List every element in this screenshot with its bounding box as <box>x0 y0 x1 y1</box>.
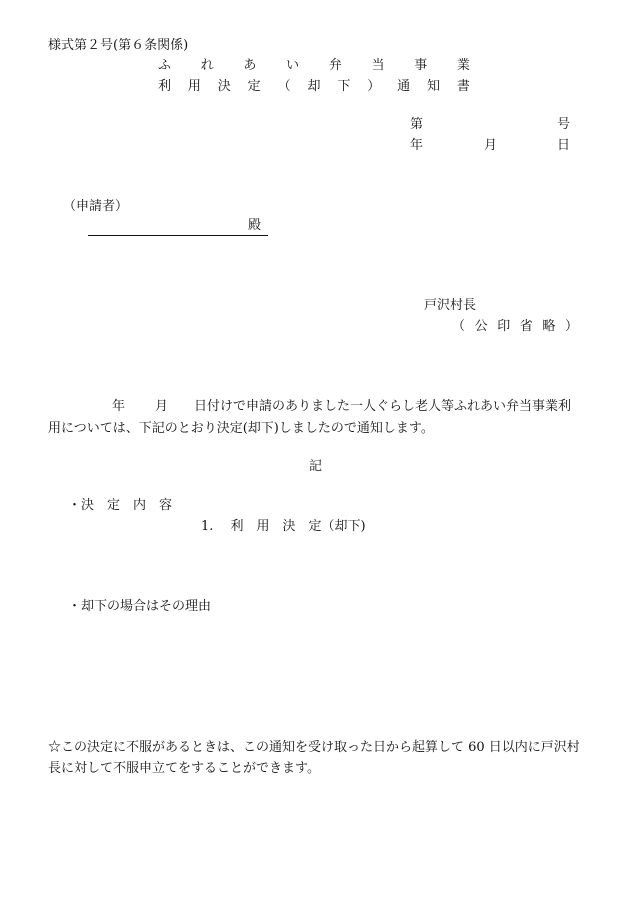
title-char: ふ <box>158 58 172 73</box>
applicant-honorific: 殿 <box>248 218 262 233</box>
title-char: 弁 <box>328 58 342 73</box>
title-char: 用 <box>187 79 201 94</box>
title-char: （ <box>277 79 291 94</box>
title-char: 通 <box>397 79 411 94</box>
seal-omitted <box>452 320 578 333</box>
notice-line-1: ☆この決定に不服があるときは、この通知を受け取った日から起算して 60 日以内に戸沢村 <box>48 740 580 755</box>
title-char: ） <box>367 79 381 94</box>
title-char: れ <box>200 58 214 73</box>
title-char: 知 <box>427 79 441 94</box>
date-month: 月 <box>484 138 498 153</box>
title-char: 書 <box>456 79 470 94</box>
date-year: 年 <box>410 138 424 153</box>
applicant-label: （申請者） <box>63 199 129 214</box>
body-year: 年 <box>112 399 126 414</box>
notice-line-2: 長に対して不服申立てをすることができます。 <box>48 761 320 776</box>
rejection-reason-heading: ・却下の場合はその理由 <box>68 599 212 614</box>
title-char: 当 <box>371 58 385 73</box>
title-char: 事 <box>414 58 428 73</box>
decision-item: 1. 利 用 決 定（却下) <box>201 519 366 534</box>
title-char: 定 <box>247 79 261 94</box>
form-header: 様式第２号(第６条関係) <box>48 38 189 53</box>
ki-heading: 記 <box>309 459 323 474</box>
decision-heading: ・決 定 内 容 <box>68 498 173 513</box>
issuer-name: 戸沢村長 <box>424 298 477 313</box>
title-char: い <box>286 58 300 73</box>
number-dai: 第 <box>410 117 424 132</box>
seal-char: 印 <box>497 319 511 334</box>
body-line-1: 日付けで申請のありました一人ぐらし老人等ふれあい弁当事業利 <box>194 399 572 414</box>
title-char: あ <box>243 58 257 73</box>
seal-char: （ <box>452 319 466 334</box>
seal-char: 公 <box>474 319 488 334</box>
title-line-2 <box>158 80 470 93</box>
title-char: 決 <box>217 79 231 94</box>
body-line-2: 用については、下記のとおり決定(却下)しましたので通知します。 <box>48 421 434 436</box>
title-char: 却 <box>307 79 321 94</box>
body-month: 月 <box>155 399 169 414</box>
number-go: 号 <box>557 117 571 132</box>
title-line-1 <box>158 59 470 72</box>
title-char: 利 <box>158 79 172 94</box>
applicant-name-line <box>88 235 268 236</box>
title-char: 下 <box>337 79 351 94</box>
title-char: 業 <box>456 58 470 73</box>
seal-char: 略 <box>542 319 556 334</box>
seal-char: ） <box>564 319 578 334</box>
date-day: 日 <box>557 138 571 153</box>
seal-char: 省 <box>519 319 533 334</box>
